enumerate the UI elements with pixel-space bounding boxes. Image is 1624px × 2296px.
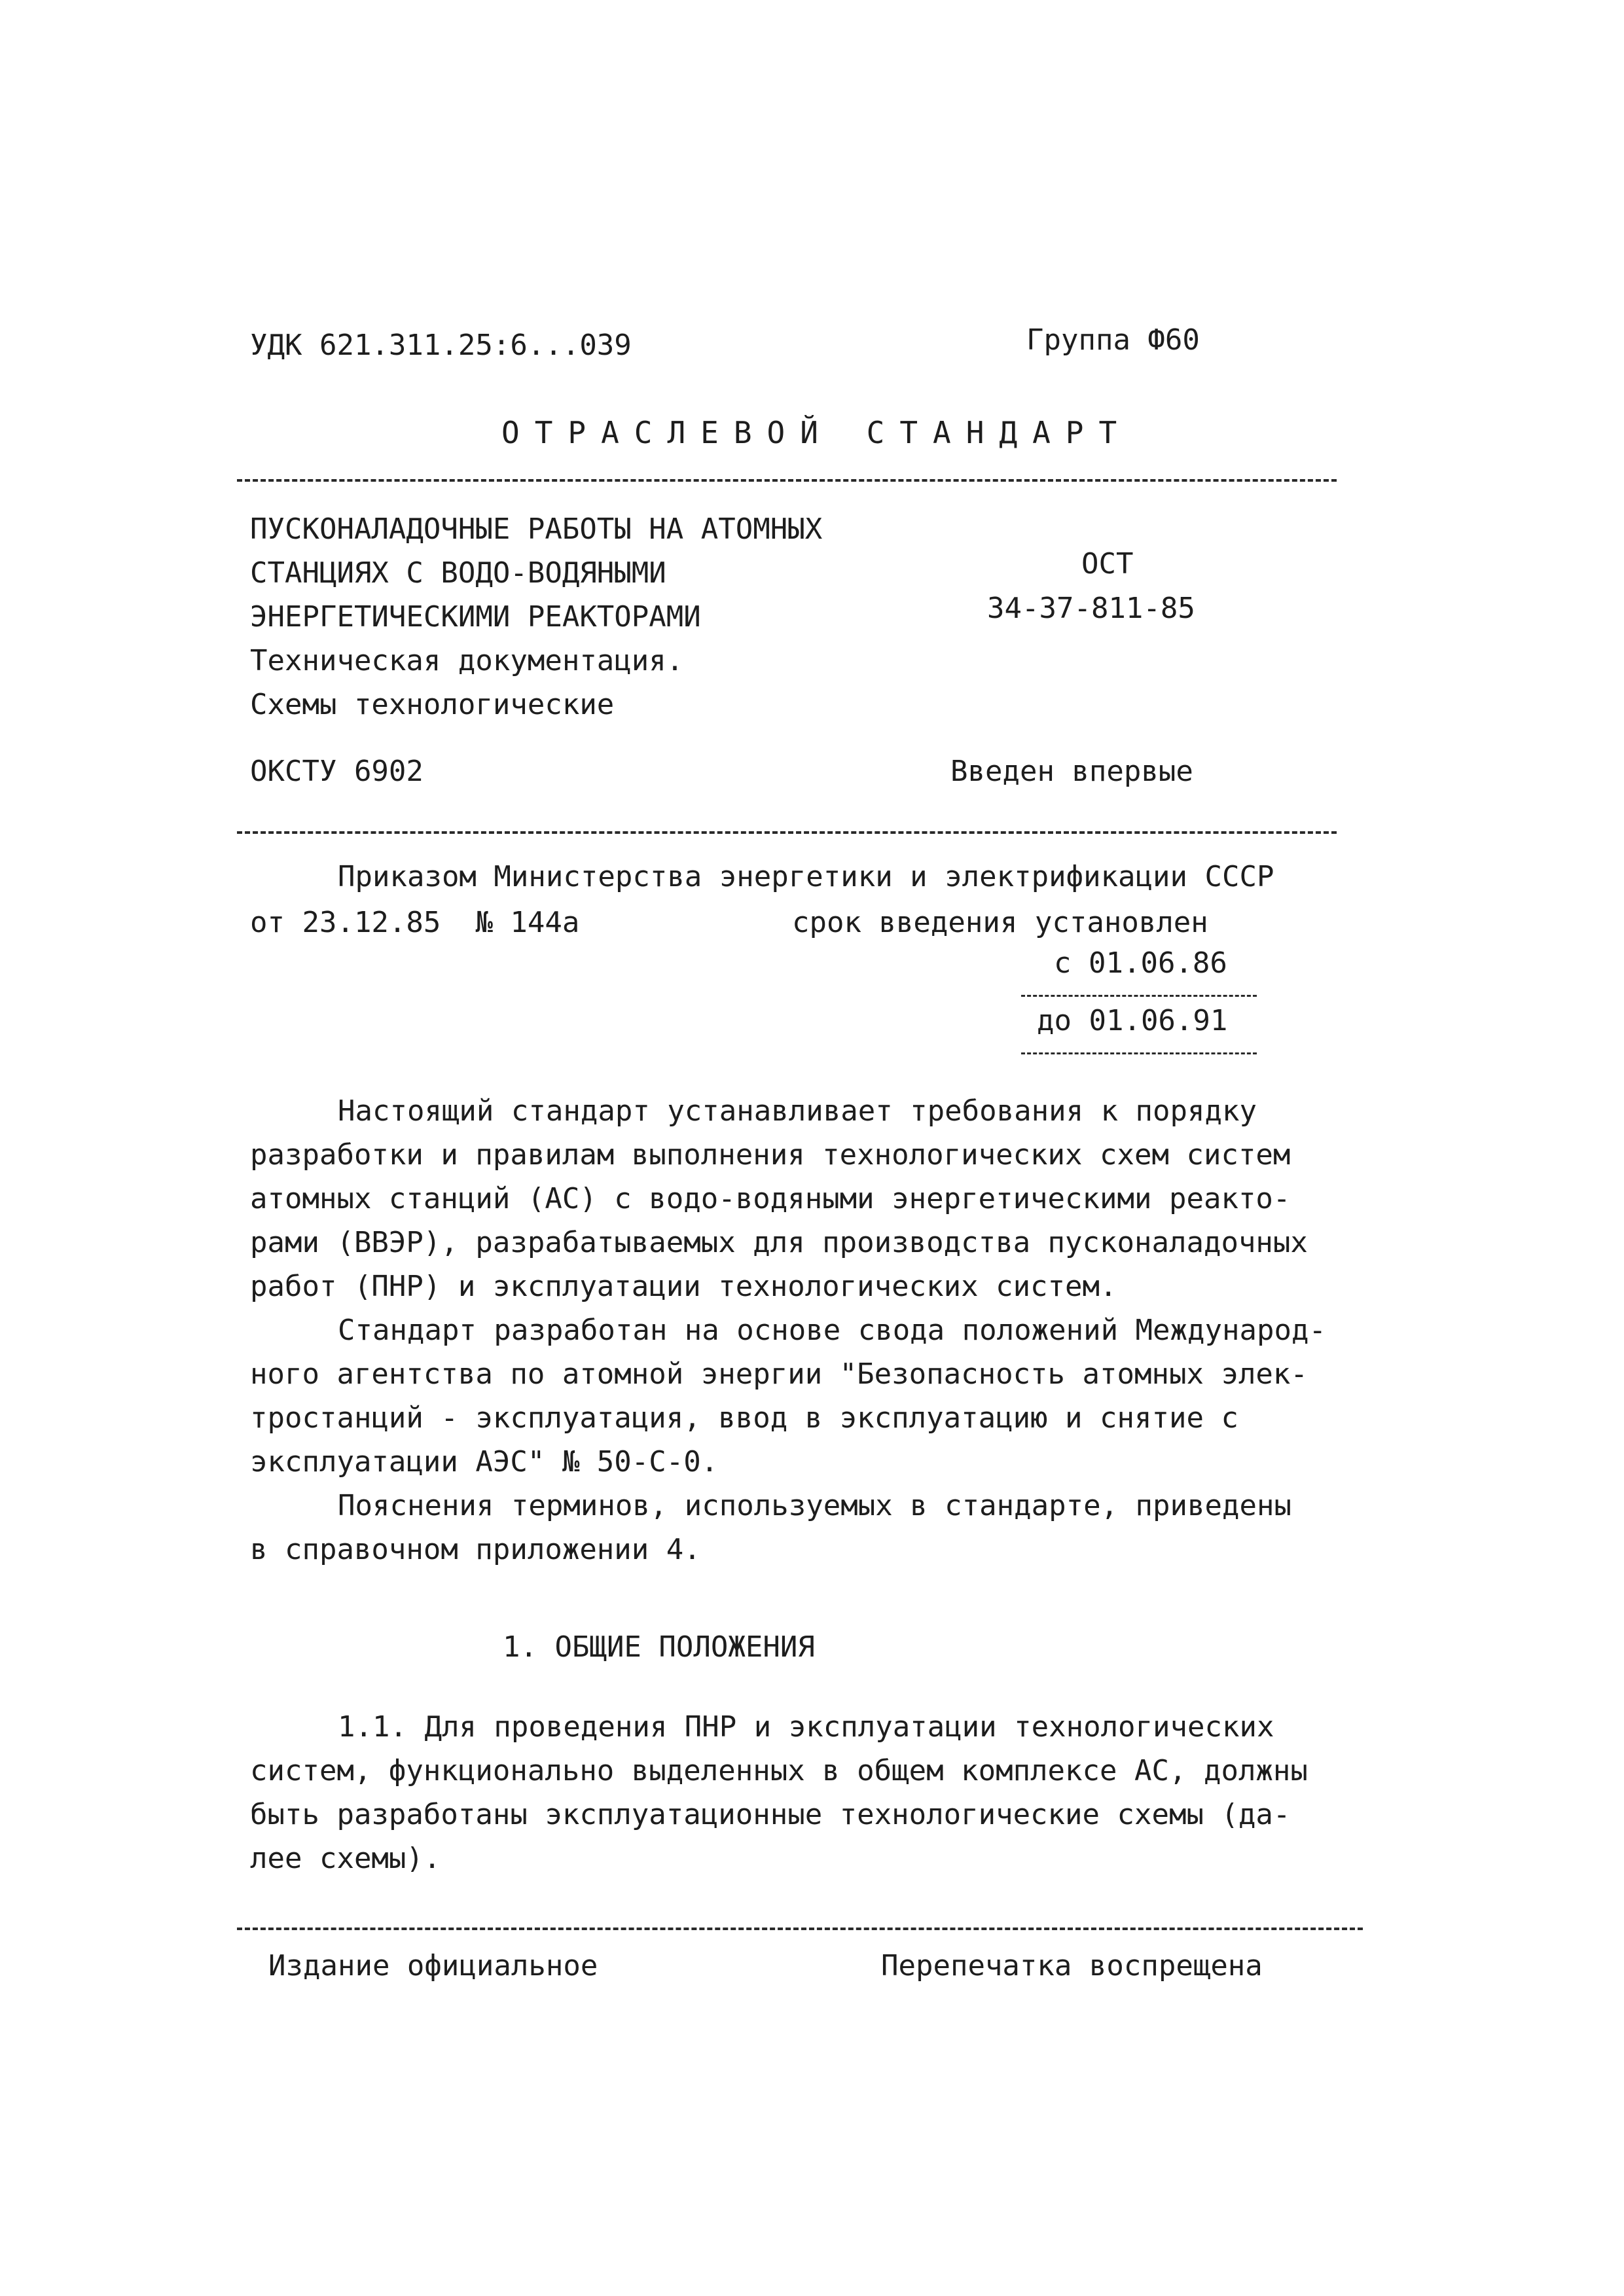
introduction-status: Введен впервые <box>950 755 1193 788</box>
intro-paragraph-3 <box>250 1484 1376 1571</box>
text-line: 1.1. Для проведения ПНР и эксплуатации технологических <box>338 1710 1274 1744</box>
text-line: в справочном приложении 4. <box>250 1533 701 1566</box>
divider-middle <box>237 831 1337 834</box>
text-line: Настоящий стандарт устанавливает требования к порядку <box>338 1094 1257 1128</box>
text-line: быть разработаны эксплуатационные технологические схемы (да- <box>250 1798 1291 1831</box>
title-line: ЭНЕРГЕТИЧЕСКИМИ РЕАКТОРАМИ <box>250 600 701 634</box>
standard-code-prefix: ОСТ <box>1081 547 1134 581</box>
text-line: рами (ВВЭР), разрабатываемых для производства пусконаладочных <box>250 1226 1308 1259</box>
title-line: Схемы технологические <box>250 688 615 721</box>
group-code: Группа Ф60 <box>1026 323 1200 357</box>
intro-paragraph-1 <box>250 1089 1376 1308</box>
text-line: тростанций - эксплуатация, ввод в эксплуатацию и снятие с <box>250 1401 1238 1435</box>
divider-top <box>237 479 1337 482</box>
edition-note: Издание официальное <box>268 1949 598 1982</box>
section-heading: 1. ОБЩИЕ ПОЛОЖЕНИЯ <box>503 1630 815 1664</box>
text-line: систем, функционально выделенных в общем комплексе АС, должны <box>250 1754 1308 1787</box>
udk-code: УДК 621.311.25:6...039 <box>250 329 632 362</box>
text-line: разработки и правилам выполнения технологических схем систем <box>250 1138 1291 1172</box>
text-line: Стандарт разработан на основе свода положений Международ- <box>338 1314 1326 1347</box>
order-line: Приказом Министерства энергетики и электрификации СССР <box>338 860 1274 893</box>
reprint-note: Перепечатка воспрещена <box>881 1949 1263 1982</box>
standard-title <box>250 507 822 726</box>
standard-code-number: 34-37-811-85 <box>987 592 1195 625</box>
text-line: эксплуатации АЭС" № 50-С-0. <box>250 1445 719 1479</box>
title-line: Техническая документация. <box>250 644 684 677</box>
okstu-code: ОКСТУ 6902 <box>250 755 424 788</box>
text-line: лее схемы). <box>250 1842 441 1875</box>
term-label: срок введения установлен <box>792 906 1208 939</box>
text-line: работ (ПНР) и эксплуатации технологических систем. <box>250 1270 1117 1303</box>
term-to: до 01.06.91 <box>1037 1004 1228 1037</box>
title-line: СТАНЦИЯХ С ВОДО-ВОДЯНЫМИ <box>250 556 666 590</box>
text-line: ного агентства по атомной энергии "Безопасность атомных элек- <box>250 1357 1308 1391</box>
order-date-number: от 23.12.85 № 144а <box>250 906 580 939</box>
text-line: атомных станций (АС) с водо-водяными энергетическими реакто- <box>250 1182 1291 1215</box>
section-paragraph-1-1 <box>250 1705 1376 1880</box>
document-type-title: ОТРАСЛЕВОЙ СТАНДАРТ <box>501 415 1132 450</box>
title-line: ПУСКОНАЛАДОЧНЫЕ РАБОТЫ НА АТОМНЫХ <box>250 512 823 546</box>
divider-bottom <box>237 1928 1363 1930</box>
text-line: Пояснения терминов, используемых в стандарте, приведены <box>338 1489 1291 1522</box>
term-from: с 01.06.86 <box>1054 946 1227 980</box>
intro-paragraph-2 <box>250 1308 1376 1484</box>
term-divider <box>1021 995 1257 997</box>
term-underline <box>1021 1052 1257 1054</box>
